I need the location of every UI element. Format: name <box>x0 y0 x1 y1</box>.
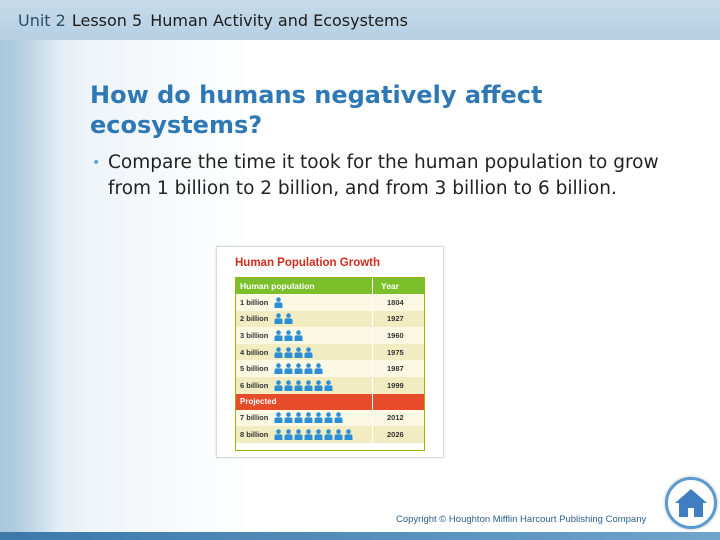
person-icon <box>294 429 303 440</box>
lesson-label: Lesson 5 <box>71 10 143 30</box>
person-icon <box>314 363 323 374</box>
lesson-title: Human Activity and Ecosystems <box>150 10 408 30</box>
person-icon <box>304 412 313 423</box>
table-row <box>236 426 424 443</box>
year-cell: 1999 <box>387 380 404 390</box>
person-icons <box>274 363 323 374</box>
person-icon <box>304 429 313 440</box>
bullet-item <box>92 150 678 202</box>
table-header <box>236 278 424 294</box>
bullet-icon: • <box>92 155 101 171</box>
year-cell: 2012 <box>387 413 404 423</box>
person-icon <box>284 380 293 391</box>
home-icon <box>673 487 709 519</box>
bullet-text: Compare the time it took for the human population to grow from 1 billion to 2 billion, and from 3 billion to 6 billion. <box>108 152 659 199</box>
figure-title: Human Population Growth <box>235 257 381 269</box>
header-year: Year <box>381 281 399 291</box>
year-cell: 1987 <box>387 364 404 374</box>
projected-header <box>236 394 424 410</box>
person-icons <box>274 429 353 440</box>
year-cell: 1960 <box>387 330 404 340</box>
header-population: Human population <box>236 278 373 294</box>
person-icon <box>274 347 283 358</box>
person-icon <box>324 380 333 391</box>
person-icon <box>274 313 283 324</box>
person-icon <box>274 297 283 308</box>
person-icon <box>304 347 313 358</box>
year-cell: 1975 <box>387 347 404 357</box>
person-icon <box>274 380 283 391</box>
person-icon <box>344 429 353 440</box>
slide-title: How do humans negatively affect ecosystems? <box>90 81 543 139</box>
home-button[interactable] <box>665 477 717 529</box>
person-icon <box>274 429 283 440</box>
projected-rows <box>236 410 424 443</box>
population-label: 6 billion <box>240 380 269 390</box>
population-label: 7 billion <box>240 413 269 423</box>
person-icon <box>284 363 293 374</box>
unit-label: Unit 2 <box>18 10 66 30</box>
person-icon <box>294 347 303 358</box>
projected-label: Projected <box>236 394 373 410</box>
population-label: 3 billion <box>240 330 269 340</box>
person-icon <box>304 380 313 391</box>
person-icons <box>274 313 293 324</box>
person-icons <box>274 380 333 391</box>
person-icon <box>284 412 293 423</box>
person-icon <box>314 429 323 440</box>
person-icon <box>294 363 303 374</box>
table-row <box>236 360 424 377</box>
person-icon <box>294 380 303 391</box>
person-icon <box>334 412 343 423</box>
person-icons <box>274 412 343 423</box>
population-label: 1 billion <box>240 297 269 307</box>
person-icon <box>284 429 293 440</box>
person-icon <box>284 330 293 341</box>
footer-bar <box>0 532 720 540</box>
year-cell: 1927 <box>387 314 404 324</box>
year-cell: 1804 <box>387 297 404 307</box>
person-icons <box>274 297 283 308</box>
population-label: 8 billion <box>240 429 269 439</box>
person-icon <box>274 330 283 341</box>
person-icon <box>294 330 303 341</box>
person-icon <box>324 429 333 440</box>
table-row <box>236 377 424 394</box>
population-label: 5 billion <box>240 364 269 374</box>
person-icon <box>314 412 323 423</box>
table-row <box>236 344 424 361</box>
header-bar <box>0 0 720 40</box>
left-gradient <box>0 40 60 540</box>
person-icons <box>274 330 303 341</box>
year-cell: 2026 <box>387 429 404 439</box>
table-row <box>236 311 424 328</box>
population-label: 2 billion <box>240 314 269 324</box>
person-icon <box>274 412 283 423</box>
person-icon <box>284 347 293 358</box>
copyright-text: Copyright © Houghton Mifflin Harcourt Publishing Company <box>396 514 647 525</box>
table-row <box>236 294 424 311</box>
population-figure <box>216 246 444 458</box>
person-icons <box>274 347 313 358</box>
person-icon <box>334 429 343 440</box>
person-icon <box>314 380 323 391</box>
person-icon <box>274 363 283 374</box>
person-icon <box>294 412 303 423</box>
person-icon <box>324 412 333 423</box>
population-table <box>235 277 425 451</box>
person-icon <box>304 363 313 374</box>
population-label: 4 billion <box>240 347 269 357</box>
table-row <box>236 327 424 344</box>
table-row <box>236 410 424 427</box>
table-rows <box>236 294 424 394</box>
person-icon <box>284 313 293 324</box>
